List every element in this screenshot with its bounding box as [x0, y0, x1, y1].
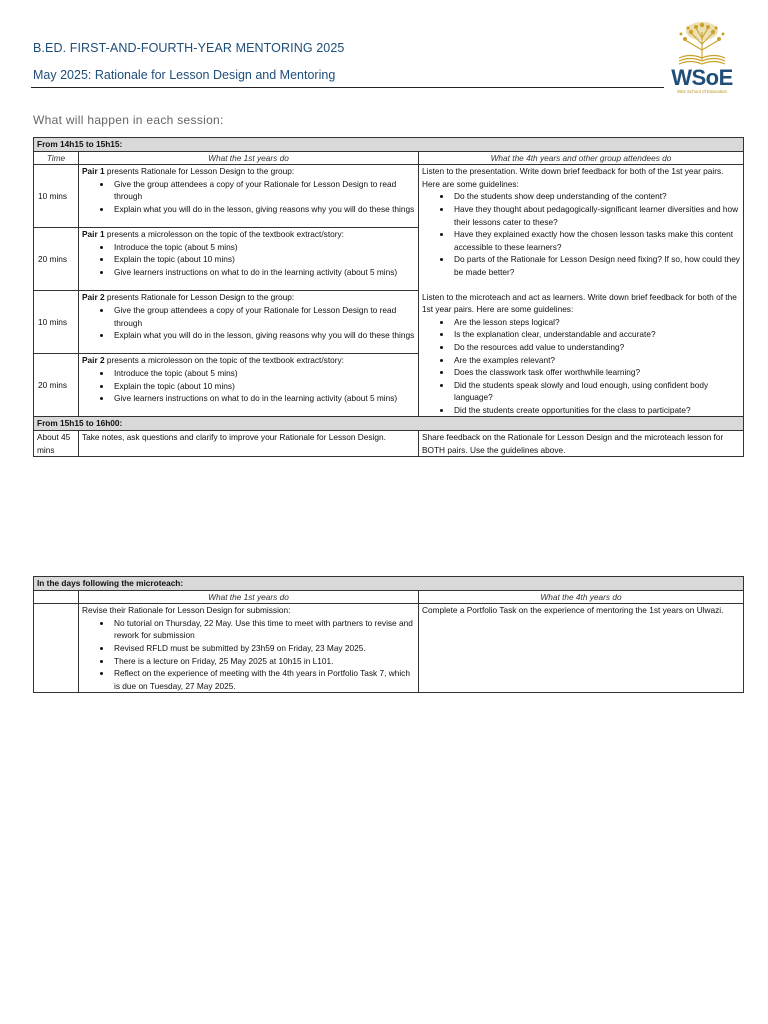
list-item: • Are the lesson steps logical?	[452, 316, 740, 329]
pair-label: Pair 2	[82, 292, 105, 303]
row-time: 10 mins	[34, 165, 79, 228]
list-item: • Explain the topic (about 10 mins)	[112, 253, 415, 266]
row-fourth-activity: Share feedback on the Rationale for Lesson Design and the microteach lesson for BOTH pairs. Use the guidelines above.	[419, 431, 744, 457]
col-header-fourth-years: What the 4th years and other group attendees do	[419, 151, 744, 165]
list-item: • Are the examples relevant?	[452, 354, 740, 367]
table-row	[34, 431, 744, 457]
row-first-activity	[79, 165, 419, 228]
document-title: B.ED. FIRST-AND-FOURTH-YEAR MENTORING 2025	[33, 41, 345, 55]
row-time: 20 mins	[34, 354, 79, 417]
list-item: • Do the students show deep understanding of the content?	[452, 190, 740, 203]
row-time: 20 mins	[34, 228, 79, 291]
followup-table	[33, 576, 744, 693]
row-first-activity	[79, 291, 419, 354]
wsoe-logo	[664, 20, 740, 104]
list-item: • Do parts of the Rationale for Lesson Design need fixing? If so, how could they be made better?	[452, 253, 740, 278]
followup-intro: Revise their Rationale for Lesson Design for submission:	[82, 605, 291, 616]
pair-label: Pair 1	[82, 166, 105, 177]
section-heading: What will happen in each session:	[33, 113, 224, 127]
col-header-fourth-years: What the 4th years do	[419, 590, 744, 604]
list-item: • Do the resources add value to understanding?	[452, 341, 740, 354]
row-intro: presents a microlesson on the topic of the textbook extract/story:	[104, 229, 344, 240]
session-banner-2: From 15h15 to 16h00:	[34, 417, 744, 431]
list-item: • Give the group attendees a copy of your Rationale for Lesson Design to read through	[112, 304, 415, 329]
list-item: • Have they thought about pedagogically-significant learner diversities and how their lessons cater to these?	[452, 203, 740, 228]
fourth-year-guidelines	[419, 165, 744, 417]
pair-label: Pair 1	[82, 229, 105, 240]
row-intro: presents Rationale for Lesson Design to the group:	[104, 166, 295, 177]
list-item: • There is a lecture on Friday, 25 May 2025 at 10h15 in L101.	[112, 655, 415, 668]
list-item: • Explain what you will do in the lesson, giving reasons why you will do these things	[112, 203, 415, 216]
list-item: • Introduce the topic (about 5 mins)	[112, 367, 415, 380]
list-item: • Is the explanation clear, understandable and accurate?	[452, 328, 740, 341]
list-item: • Introduce the topic (about 5 mins)	[112, 241, 415, 254]
guideline-intro-microteach: Listen to the microteach and act as learners. Write down brief feedback for both of the 1st year pairs. Here are some guidelines:	[422, 291, 737, 315]
row-first-activity	[79, 354, 419, 417]
col-header-time: Time	[34, 151, 79, 165]
logo-subtext: Wits School of Education	[676, 89, 728, 94]
header-divider	[31, 87, 664, 88]
list-item: • Have they explained exactly how the chosen lesson tasks make this content accessible to these learners?	[452, 228, 740, 253]
list-item: • Reflect on the experience of meeting with the 4th years in Portfolio Task 7, which is due on Tuesday, 27 May 2025.	[112, 667, 415, 692]
guideline-intro-presentation: Listen to the presentation. Write down brief feedback for both of the 1st year pairs. Here are some guidelines:	[422, 166, 724, 189]
list-item: • Give learners instructions on what to do in the learning activity (about 5 mins)	[112, 266, 415, 279]
empty-cell	[34, 604, 79, 693]
table-row	[34, 165, 744, 228]
col-header-empty	[34, 590, 79, 604]
row-intro: presents Rationale for Lesson Design to the group:	[104, 292, 295, 303]
list-item: • Explain the topic (about 10 mins)	[112, 380, 415, 393]
fourth-year-followup: Complete a Portfolio Task on the experience of mentoring the 1st years on Ulwazi.	[419, 604, 744, 693]
list-item: • Give the group attendees a copy of your Rationale for Lesson Design to read through	[112, 178, 415, 203]
list-item: • Did the students create opportunities for the class to participate?	[452, 404, 740, 417]
list-item: • Does the classwork task offer worthwhile learning?	[452, 366, 740, 379]
row-time: 10 mins	[34, 291, 79, 354]
session-banner-1: From 14h15 to 15h15:	[34, 138, 744, 152]
row-first-activity: Take notes, ask questions and clarify to improve your Rationale for Lesson Design.	[79, 431, 419, 457]
session-table	[33, 137, 744, 457]
row-time: About 45 mins	[34, 431, 79, 457]
list-item: • Revised RFLD must be submitted by 23h59 on Friday, 23 May 2025.	[112, 642, 415, 655]
list-item: • Explain what you will do in the lesson, giving reasons why you will do these things	[112, 329, 415, 342]
list-item: • Give learners instructions on what to do in the learning activity (about 5 mins)	[112, 392, 415, 405]
table-row	[34, 604, 744, 693]
col-header-first-years: What the 1st years do	[79, 590, 419, 604]
row-first-activity	[79, 228, 419, 291]
followup-banner: In the days following the microteach:	[34, 577, 744, 591]
first-year-followup	[79, 604, 419, 693]
row-intro: presents a microlesson on the topic of the textbook extract/story:	[104, 355, 344, 366]
tree-book-icon	[671, 20, 733, 66]
col-header-first-years: What the 1st years do	[79, 151, 419, 165]
document-subtitle: May 2025: Rationale for Lesson Design and Mentoring	[33, 68, 336, 82]
pair-label: Pair 2	[82, 355, 105, 366]
list-item: • No tutorial on Thursday, 22 May. Use this time to meet with partners to revise and rework for submission	[112, 617, 415, 642]
list-item: • Did the students speak slowly and loud enough, using confident body language?	[452, 379, 740, 404]
logo-wordmark: WSoE	[671, 65, 733, 90]
